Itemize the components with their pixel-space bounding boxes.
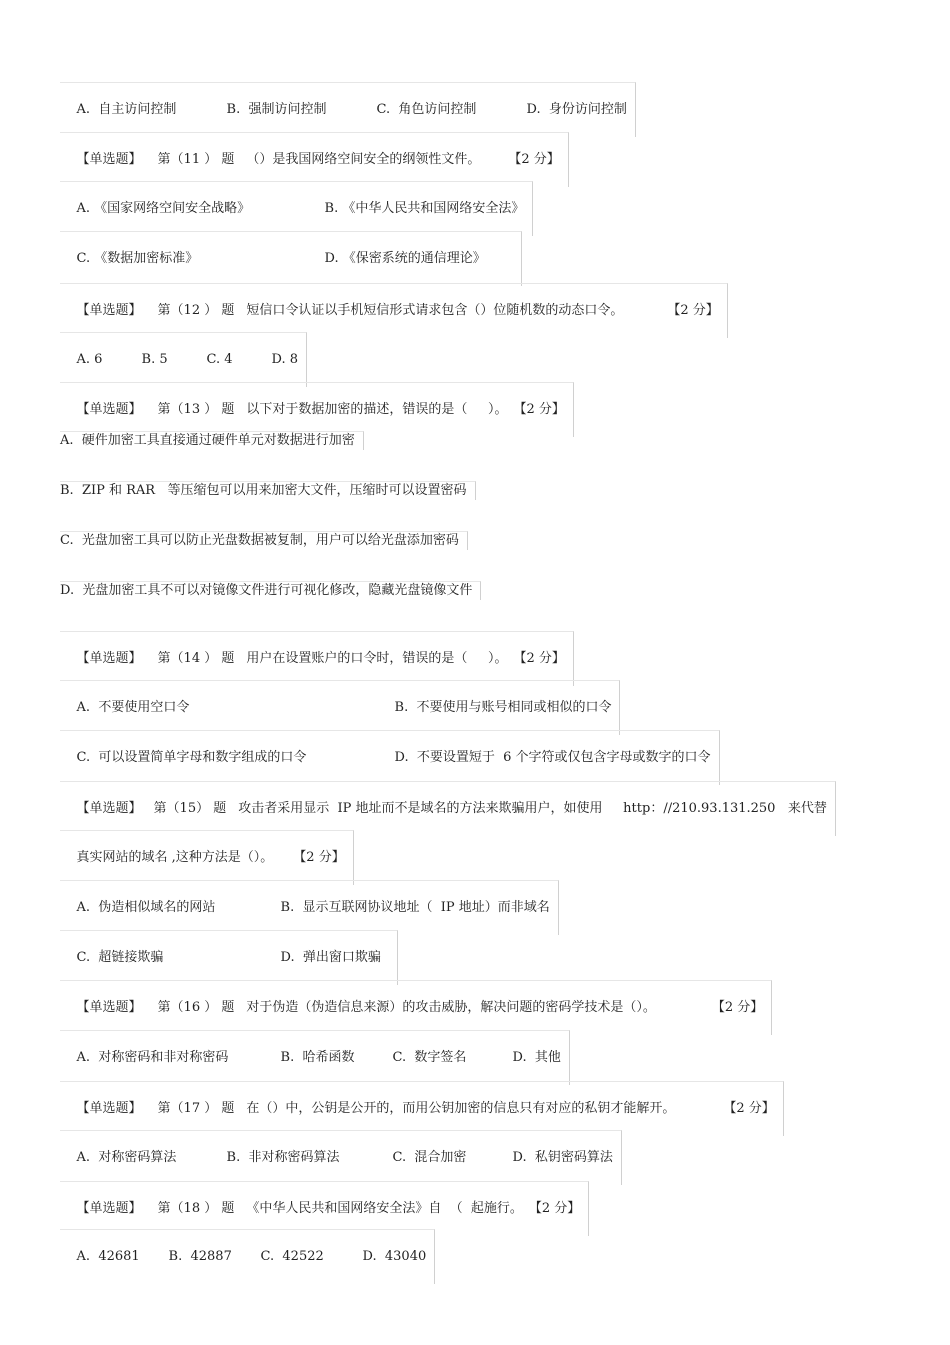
question-text: （）是我国网络空间安全的纲领性文件。: [246, 152, 481, 167]
option-a: A. 对称密码和非对称密码: [76, 1050, 229, 1065]
options-row: [60, 1229, 435, 1284]
option-b: B. 《中华人民共和国网络安全法》: [324, 201, 525, 216]
option-d: D. 其他: [512, 1050, 561, 1065]
options-row: [60, 930, 398, 985]
question-score: 【2 分】: [513, 651, 565, 666]
option-a: A. 不要使用空口令: [76, 700, 190, 715]
question-header: [60, 980, 772, 1035]
options-row: [60, 880, 559, 935]
option-d: D. 光盘加密工具不可以对镜像文件进行可视化修改，隐藏光盘镜像文件: [60, 583, 473, 598]
q10-options-row: [60, 82, 636, 137]
option-c: C. 《数据加密标准》: [76, 251, 199, 266]
option-d: D. 身份访问控制: [526, 102, 627, 117]
option-c: C. 光盘加密工具可以防止光盘数据被复制，用户可以给光盘添加密码: [60, 533, 459, 548]
options-row: [60, 730, 720, 785]
question-text-continued: [60, 830, 354, 885]
option-b: B. 42887: [168, 1249, 232, 1264]
question-number: 第（15） 题: [153, 801, 227, 816]
option-c: C. 混合加密: [392, 1150, 467, 1165]
option-a: A. 对称密码算法: [76, 1150, 177, 1165]
option-line: [60, 531, 468, 550]
question-text: 以下对于数据加密的描述，错误的是（ ）。: [246, 402, 508, 417]
question-number: 第（13 ） 题: [157, 402, 235, 417]
question-score: 【2 分】: [711, 1000, 764, 1015]
option-b: B. 5: [141, 352, 168, 367]
question-text: 在（）中，公钥是公开的，而用公钥加密的信息只有对应的私钥才能解开。: [246, 1101, 676, 1116]
question-number: 第（16 ） 题: [157, 1000, 235, 1015]
option-c: C. 4: [206, 352, 233, 367]
question-number: 第（18 ） 题: [157, 1201, 235, 1216]
question-text-line2: 真实网站的域名 ,这种方法是（）。: [76, 850, 274, 865]
question-header: [60, 382, 574, 437]
options-row: [60, 1030, 570, 1085]
option-c: C. 42522: [260, 1249, 324, 1264]
question-number: 第（14 ） 题: [157, 651, 235, 666]
option-b: B. ZIP 和 RAR 等压缩包可以用来加密大文件，压缩时可以设置密码: [60, 483, 467, 498]
option-d: D. 43040: [362, 1249, 427, 1264]
option-line: [60, 481, 476, 500]
option-a: A. 6: [76, 352, 103, 367]
options-row: [60, 181, 533, 236]
option-d: D. 弹出窗口欺骗: [280, 950, 381, 965]
question-number: 第（17 ） 题: [157, 1101, 235, 1116]
option-a: A. 自主访问控制: [76, 102, 177, 117]
question-type-tag: 【单选题】: [76, 152, 142, 167]
question-header: [60, 631, 574, 686]
question-text: 短信口令认证以手机短信形式请求包含（）位随机数的动态口令。: [246, 303, 624, 318]
question-score: 【2 分】: [723, 1101, 775, 1116]
question-number: 第（12 ） 题: [157, 303, 235, 318]
question-type-tag: 【单选题】: [76, 402, 142, 417]
option-c: C. 数字签名: [392, 1050, 467, 1065]
question-text: 《中华人民共和国网络安全法》自 （ 起施行。: [246, 1201, 523, 1216]
question-type-tag: 【单选题】: [76, 1201, 142, 1216]
option-c: C. 可以设置简单字母和数字组成的口令: [76, 750, 307, 765]
option-b: B. 哈希函数: [280, 1050, 355, 1065]
option-a: A. 42681: [76, 1249, 140, 1264]
question-header: [60, 132, 569, 187]
question-text: 对于伪造（伪造信息来源）的攻击威胁，解决问题的密码学技术是（）。: [246, 1000, 656, 1015]
option-d: D. 《保密系统的通信理论》: [324, 251, 486, 266]
question-type-tag: 【单选题】: [76, 1000, 142, 1015]
option-b: B. 不要使用与账号相同或相似的口令: [394, 700, 612, 715]
option-a: A. 硬件加密工具直接通过硬件单元对数据进行加密: [60, 433, 355, 448]
question-header: [60, 781, 836, 836]
option-line: [60, 431, 364, 450]
option-c: C. 角色访问控制: [376, 102, 477, 117]
option-a: A. 《国家网络空间安全战略》: [76, 201, 251, 216]
question-number: 第（11 ） 题: [157, 152, 235, 167]
question-score: 【2 分】: [528, 1201, 581, 1216]
question-score: 【2 分】: [513, 402, 565, 417]
question-header: [60, 1081, 784, 1136]
option-d: D. 私钥密码算法: [512, 1150, 613, 1165]
option-c: C. 超链接欺骗: [76, 950, 164, 965]
option-a: A. 伪造相似域名的网站: [76, 900, 216, 915]
option-b: B. 非对称密码算法: [226, 1150, 340, 1165]
option-b: B. 强制访问控制: [226, 102, 327, 117]
question-text: 用户在设置账户的口令时，错误的是（ ）。: [246, 651, 508, 666]
question-header: [60, 1181, 589, 1236]
question-type-tag: 【单选题】: [76, 303, 142, 318]
option-line: [60, 581, 481, 600]
option-d: D. 8: [271, 352, 299, 367]
option-b: B. 显示互联网协议地址（ IP 地址）而非域名: [280, 900, 550, 915]
question-header: [60, 283, 728, 338]
options-row: [60, 332, 307, 387]
question-text: 攻击者采用显示 IP 地址而不是域名的方法来欺骗用户，如使用 http：//210.93.131.250 来代替: [238, 801, 827, 816]
question-score: 【2 分】: [667, 303, 719, 318]
question-type-tag: 【单选题】: [76, 1101, 142, 1116]
options-row: [60, 231, 522, 286]
question-type-tag: 【单选题】: [76, 801, 142, 816]
question-type-tag: 【单选题】: [76, 651, 142, 666]
question-score: 【2 分】: [508, 152, 560, 167]
options-row: [60, 1130, 622, 1185]
option-d: D. 不要设置短于 6 个字符或仅包含字母或数字的口令: [394, 750, 711, 765]
question-score: 【2 分】: [293, 850, 345, 865]
options-row: [60, 680, 620, 735]
